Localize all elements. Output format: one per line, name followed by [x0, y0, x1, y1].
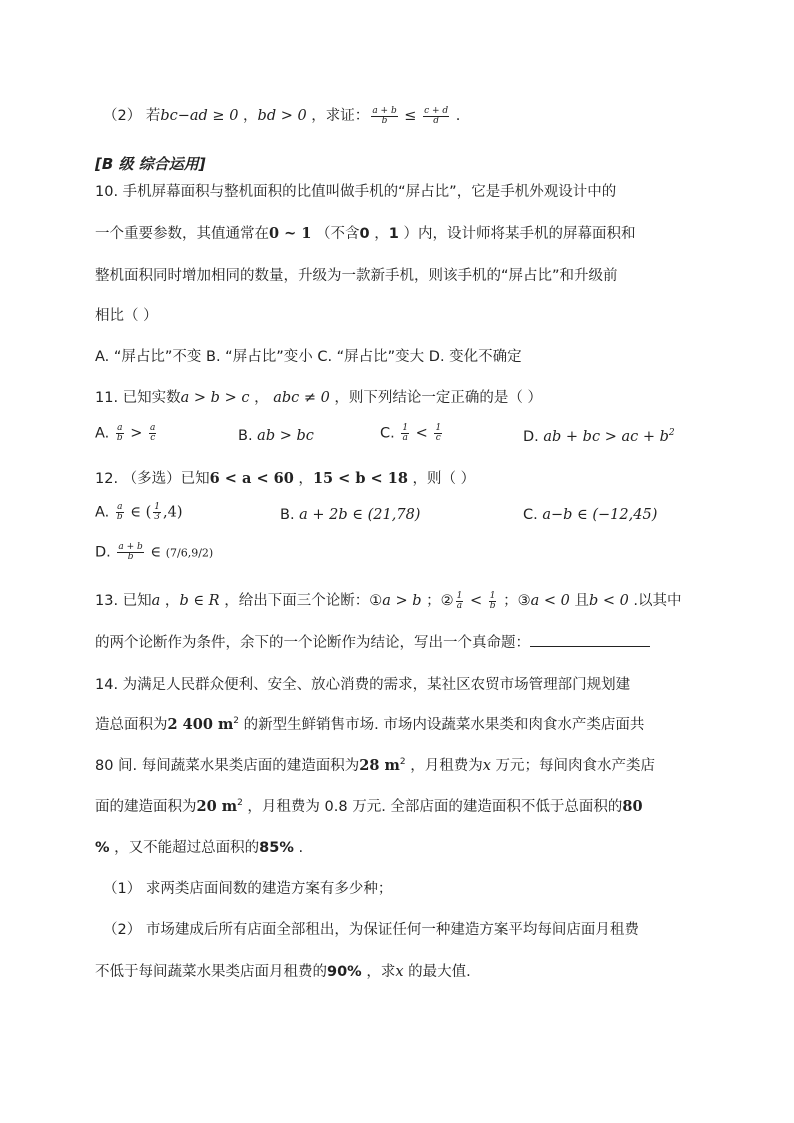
q11-option-c: C. $\frac{1}{a}$ < $\frac{1}{c}$ [380, 423, 442, 443]
q10-options: A. “屏占比”不变 B. “屏占比”变小 C. “屏占比”变大 D. 变化不确定 [95, 349, 522, 365]
section-heading: [B 级 综合运用] [95, 155, 206, 173]
text: . [451, 108, 461, 124]
q12-option-a: A. $\frac{a}{b}$ ∈ ( $\frac{1}{3}$ ,4) [95, 502, 183, 522]
text: ，求证： [306, 108, 370, 124]
math: bd > 0 [257, 108, 307, 124]
math: bc−ad ≥ 0 [160, 108, 239, 124]
q14-part1: （1） 求两类店面间数的建造方案有多少种； [103, 881, 393, 897]
q11-option-b: B. ab > bc [238, 428, 314, 444]
q11-option-a: A. $\frac{a}{b}$ > $\frac{a}{c}$ [95, 423, 156, 443]
q14-part2-line2: 不低于每间蔬菜水果类店面月租费的90% ，求x 的最大值. [95, 964, 471, 980]
q13-line2: 的两个论断作为条件，余下的一个论断作为结论，写出一个真命题： [95, 631, 650, 652]
q12-option-b: B. a + 2b ∈ (21,78) [280, 507, 421, 523]
answer-blank [530, 632, 650, 647]
text: ， [238, 108, 258, 124]
q10-line4: 相比（ ） [95, 308, 158, 324]
q10-line2: 一个重要参数，其值通常在0 ~ 1 （不含0 ，1 ）内，设计师将某手机的屏幕面积和 [95, 225, 636, 242]
q11-stem: 11. 已知实数a > b > c ， abc ≠ 0 ，则下列结论一定正确的是（ ） [95, 390, 543, 406]
fraction: $\frac{c + d}{d}$ [424, 105, 449, 126]
q14-line5: % ，又不能超过总面积的85% . [95, 840, 304, 856]
q14-part2-line1: （2） 市场建成后所有店面全部租出，为保证任何一种建造方案平均每间店面月租费 [103, 922, 639, 938]
fraction: $\frac{a + b}{b}$ [372, 105, 397, 126]
q14-line2: 造总面积为2 400 $m^2$ 的新型生鲜销售市场. 市场内设蔬菜水果类和肉食水产类店面共 [95, 716, 645, 733]
q10-line3: 整机面积同时增加相同的数量，升级为一款新手机，则该手机的“屏占比”和升级前 [95, 268, 618, 284]
q13-line1: 13. 已知a ，b ∈ R ，给出下面三个论断：①a > b ；② $\frac{1}{a}$ < $\frac{1}{b}$ ；③a < 0 且b < 0 .以其中 [95, 590, 682, 611]
q14-line4: 面的建造面积为20 $m^2$ ，月租费为 0.8 万元. 全部店面的建造面积不低于总面积的80 [95, 798, 643, 815]
q12-option-c: C. a−b ∈ (−12,45) [523, 507, 658, 523]
text: （2） 若 [103, 108, 161, 124]
q14-line3: 80 间. 每间蔬菜水果类店面的建造面积为28 $m^2$ ，月租费为x 万元；每间肉食水产类店 [95, 757, 655, 774]
q9-part2 [103, 104, 460, 126]
q10-line1: 10. 手机屏幕面积与整机面积的比值叫做手机的“屏占比”，它是手机外观设计中的 [95, 184, 617, 200]
math: ≤ [399, 108, 422, 124]
q14-line1: 14. 为满足人民群众便利、安全、放心消费的需求，某社区农贸市场管理部门规划建 [95, 677, 631, 693]
q12-option-d: D. $\frac{a + b}{b}$ ∈ (7/6,9/2) [95, 542, 214, 562]
q11-option-d: D. ab + bc > ac + $b^2$ [523, 428, 675, 445]
q12-stem: 12. （多选）已知6 < a < 60 ，15 < b < 18 ，则（ ） [95, 470, 476, 487]
